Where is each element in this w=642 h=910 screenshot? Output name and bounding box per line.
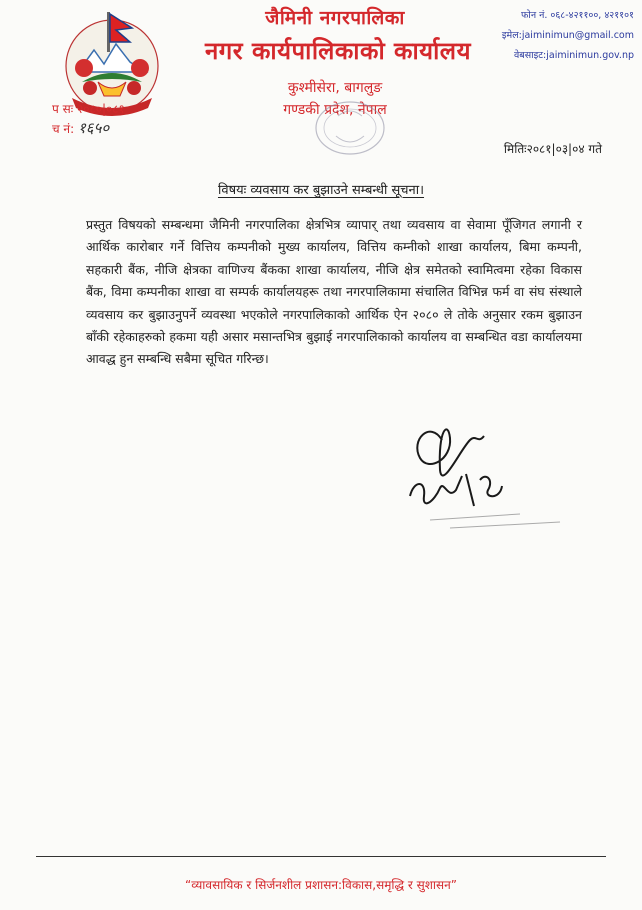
footer-divider	[36, 856, 606, 857]
address-line-1: कुश्मीसेरा, बागलुङ	[287, 80, 383, 96]
patra-sankhya-value: २०८०|०८१	[77, 102, 125, 116]
patra-sankhya-label: प सः	[52, 102, 74, 116]
chalani-number: १६५०	[77, 119, 110, 137]
reference-block	[52, 100, 125, 139]
phone-text: फोन नं. ०६८-४२११००, ४२११०१	[521, 10, 634, 21]
chalani-label: च नं:	[52, 122, 75, 136]
address-line-2: गण्डकी प्रदेश, नेपाल	[283, 102, 387, 118]
municipality-name: जैमिनी नगरपालिका	[265, 7, 405, 29]
office-stamp-icon	[290, 96, 400, 166]
website-text: वेबसाइट:jaiminimun.gov.np	[513, 50, 634, 61]
letter-date: मितिः२०८१|०३|०४ गते	[503, 142, 602, 156]
notice-body: प्रस्तुत विषयको सम्बन्धमा जैमिनी नगरपालिका क्षेत्रभित्र व्यापार् तथा व्यवसाय वा सेवामा पूँजिगत लगानी र आर्थिक कारोबार गर्ने वित्तिय कम्पनीको मुख्य कार्यालय, वित्तिय कम्नीको शाखा कार्यालय, बिमा कम्पनी, सहकारी बैंक, नीजि क्षेत्रका वाणिज्य बैंकका शाखा कार्यालय, नीजि क्षेत्र समेतको स्वामित्वमा रहेका विकास बैंक, विमा कम्पनीका शाखा वा सम्पर्क कार्यालयहरू तथा नगरपालिकामा संचालित विभिन्न फर्म वा संघ संस्थाले व्यवसाय कर बुझाउनुपर्ने व्यवस्था भएकोले नगरपालिकाको आर्थिक ऐन २०८० ले तोके अनुसार रकम बुझाउन बाँकी रहेकाहरुको हकमा यही असार मसान्तभित्र बुझाई नगरपालिकाको कार्यालय वा सम्बन्धित वडा कार्यालयमा आवद्ध हुन सम्बन्धि सबैमा सूचित गरिन्छ।	[86, 217, 582, 367]
contact-block	[474, 6, 634, 66]
office-name: नगर कार्यपालिकाको कार्यालय	[204, 37, 472, 65]
subject-text: विषयः व्यवसाय कर बुझाउने सम्बन्धी सूचना।	[217, 183, 425, 198]
footer-slogan: “व्यावसायिक र सिर्जनशील प्रशासन:विकास,समृद्धि र सुशासन”	[185, 878, 457, 892]
subject-line	[0, 180, 642, 198]
patra-sankhya-row	[52, 100, 125, 119]
email-text: इमेल:jaiminimun@gmail.com	[501, 30, 634, 41]
chalani-row	[52, 119, 125, 139]
signature-icon	[390, 410, 590, 550]
